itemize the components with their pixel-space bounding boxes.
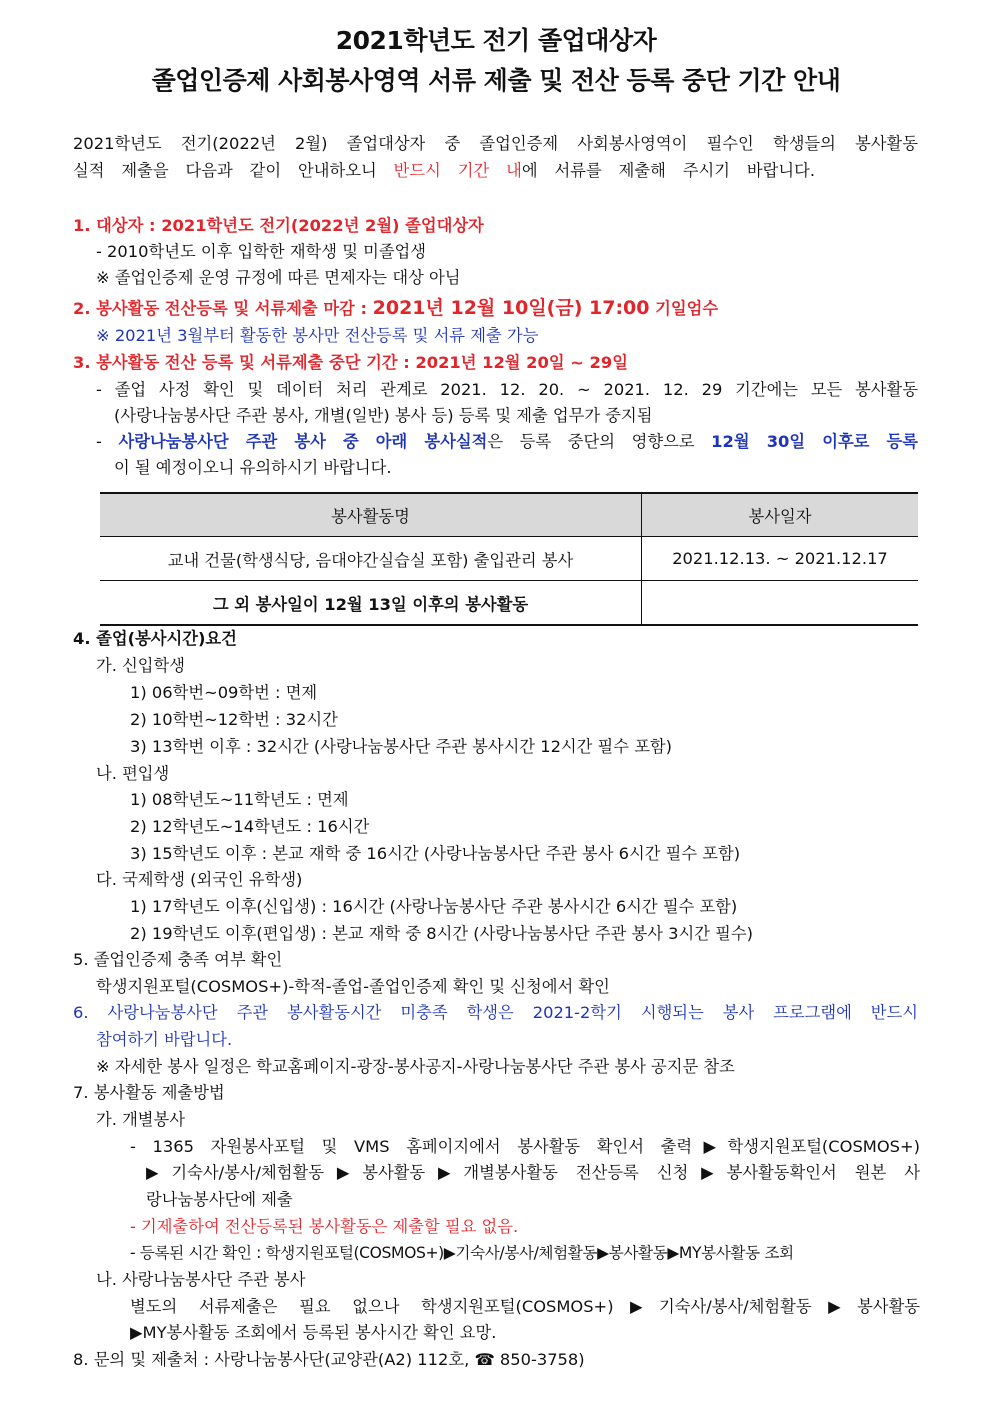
- section-1-heading: 1. 대상자 : 2021학년도 전기(2022년 2월) 졸업대상자: [73, 216, 484, 235]
- section-5-heading: 5. 졸업인증제 충족 여부 확인: [73, 950, 283, 969]
- intro-line-2: [73, 158, 815, 184]
- table-row: [100, 581, 918, 626]
- intro-line-1: 2021학년도 전기(2022년 2월) 졸업대상자 중 졸업인증제 사회봉사영역이 필수인 학생들의 봉사활동: [73, 134, 918, 153]
- section-7-ga-line-1: - 1365 자원봉사포털 및 VMS 홈페이지에서 봉사활동 확인서 출력▶학생지원포털(COSMOS+): [130, 1137, 920, 1156]
- section-4-da: 다. 국제학생 (외국인 유학생): [96, 870, 303, 889]
- section-7-heading: 7. 봉사활동 제출방법: [73, 1083, 225, 1102]
- section-4-ga-2: 2) 10학번~12학번 : 32시간: [130, 710, 338, 729]
- header-activity-name: 봉사활동명: [100, 493, 642, 537]
- activity-name-cell: 교내 건물(학생식당, 음대야간실습실 포함) 출입관리 봉사: [100, 537, 642, 581]
- activity-name-cell: 그 외 봉사일이 12월 13일 이후의 봉사활동: [100, 581, 642, 626]
- section-6-line-1: 6. 사랑나눔봉사단 주관 봉사활동시간 미충족 학생은 2021-2학기 시행되는 봉사 프로그램에 반드시: [73, 1003, 918, 1022]
- section-4-da-1: 1) 17학년도 이후(신입생) : 16시간 (사랑나눔봉사단 주관 봉사시간 6시간 필수 포함): [130, 897, 738, 916]
- section-6-line-2: 참여하기 바랍니다.: [96, 1030, 233, 1049]
- service-date-cell: 2021.12.13. ~ 2021.12.17: [642, 537, 919, 581]
- section-4-na-2: 2) 12학년도~14학년도 : 16시간: [130, 817, 370, 836]
- telephone-icon: ☎: [474, 1350, 495, 1369]
- section-4-na-3: 3) 15학년도 이후 : 본교 재학 중 16시간 (사랑나눔봉사단 주관 봉사 6시간 필수 포함): [130, 844, 741, 863]
- title-line-2: 졸업인증제 사회봉사영역 서류 제출 및 전산 등록 중단 기간 안내: [151, 66, 841, 95]
- section-4-na: 나. 편입생: [96, 764, 170, 783]
- section-1-item-2: ※ 졸업인증제 운영 규정에 따른 면제자는 대상 아님: [96, 268, 461, 287]
- section-3-item-2-text: 은 등록 중단의 영향으로: [487, 432, 712, 451]
- section-4-da-2: 2) 19학년도 이후(편입생) : 본교 재학 중 8시간 (사랑나눔봉사단 주관 봉사 3시간 필수): [130, 924, 753, 943]
- section-3-heading: 3. 봉사활동 전산 등록 및 서류제출 중단 기간 : 2021년 12월 20일 ~ 29일: [73, 353, 628, 372]
- intro-highlight: 반드시 기간 내: [393, 161, 522, 180]
- section-7-na-line-1: 별도의 서류제출은 필요 없으나 학생지원포털(COSMOS+)▶기숙사/봉사/체험활동▶봉사활동: [130, 1297, 920, 1316]
- section-4-ga: 가. 신입학생: [96, 656, 185, 675]
- section-2-label: 2. 봉사활동 전산등록 및 서류제출 마감 :: [73, 299, 373, 318]
- service-table: [100, 492, 918, 626]
- contact-phone: 850-3758): [494, 1350, 585, 1369]
- section-4-heading: 4. 졸업(봉사시간)요건: [73, 629, 237, 648]
- highlight-registration-date: 12월 30일 이후로 등록: [711, 432, 918, 451]
- intro-text-end: 에 서류를 제출해 주시기 바랍니다.: [521, 161, 815, 180]
- section-5-line: 학생지원포털(COSMOS+)-학적-졸업-졸업인증제 확인 및 신청에서 확인: [96, 977, 610, 996]
- section-4-ga-3: 3) 13학번 이후 : 32시간 (사랑나눔봉사단 주관 봉사시간 12시간 필수 포함): [130, 737, 672, 756]
- section-4-ga-1: 1) 06학번~09학번 : 면제: [130, 683, 318, 702]
- section-3-item-1-line-2: (사랑나눔봉사단 주관 봉사, 개별(일반) 봉사 등) 등록 및 제출 업무가 중지됨: [114, 406, 653, 425]
- deadline-date: 2021년 12월 10일(금) 17:00: [372, 297, 650, 319]
- section-1-item-1: - 2010학년도 이후 입학한 재학생 및 미졸업생: [96, 242, 427, 261]
- section-3-item-1-line-1: - 졸업 사정 확인 및 데이터 처리 관계로 2021. 12. 20. ~ 2021. 12. 29 기간에는 모든 봉사활동: [96, 380, 918, 399]
- section-7-ga-line-2: ▶기숙사/봉사/체험활동▶봉사활동▶개별봉사활동 전산등록 신청▶봉사활동확인서 원본 사: [146, 1163, 920, 1182]
- section-7-ga: 가. 개별봉사: [96, 1110, 185, 1129]
- section-4-na-1: 1) 08학년도~11학년도 : 면제: [130, 790, 349, 809]
- section-2-heading: [73, 295, 718, 322]
- table-row: [100, 537, 918, 581]
- title-line-1: 2021학년도 전기 졸업대상자: [335, 26, 657, 55]
- highlight-service-records: 사랑나눔봉사단 주관 봉사 중 아래 봉사실적: [118, 432, 488, 451]
- table-header-row: [100, 493, 918, 537]
- section-7-ga-line-4: - 등록된 시간 확인 : 학생지원포털(COSMOS+)▶기숙사/봉사/체험활동▶봉사활동▶MY봉사활동 조회: [130, 1244, 794, 1262]
- contact-text: 8. 문의 및 제출처 : 사랑나눔봉사단(교양관(A2) 112호,: [73, 1350, 475, 1369]
- section-7-ga-red-note: - 기제출하여 전산등록된 봉사활동은 제출할 필요 없음.: [130, 1217, 519, 1236]
- section-3-item-2-line-1: [96, 429, 918, 455]
- section-7-ga-line-3: 랑나눔봉사단에 제출: [146, 1190, 293, 1209]
- header-service-date: 봉사일자: [642, 493, 919, 537]
- section-2-note: ※ 2021년 3월부터 활동한 봉사만 전산등록 및 서류 제출 가능: [96, 326, 539, 345]
- service-date-cell: [642, 581, 919, 626]
- intro-text: 실적 제출을 다음과 같이 안내하오니: [73, 161, 394, 180]
- section-7-na-line-2: ▶MY봉사활동 조회에서 등록된 봉사시간 확인 요망.: [130, 1323, 497, 1342]
- section-8-contact: [73, 1347, 585, 1373]
- deadline-note: 기일엄수: [649, 299, 719, 318]
- dash: -: [96, 432, 119, 451]
- section-3-item-2-line-2: 이 될 예정이오니 유의하시기 바랍니다.: [114, 458, 392, 477]
- section-7-na: 나. 사랑나눔봉사단 주관 봉사: [96, 1270, 306, 1289]
- section-6-note: ※ 자세한 봉사 일정은 학교홈페이지-광장-봉사공지-사랑나눔봉사단 주관 봉사 공지문 참조: [96, 1057, 735, 1076]
